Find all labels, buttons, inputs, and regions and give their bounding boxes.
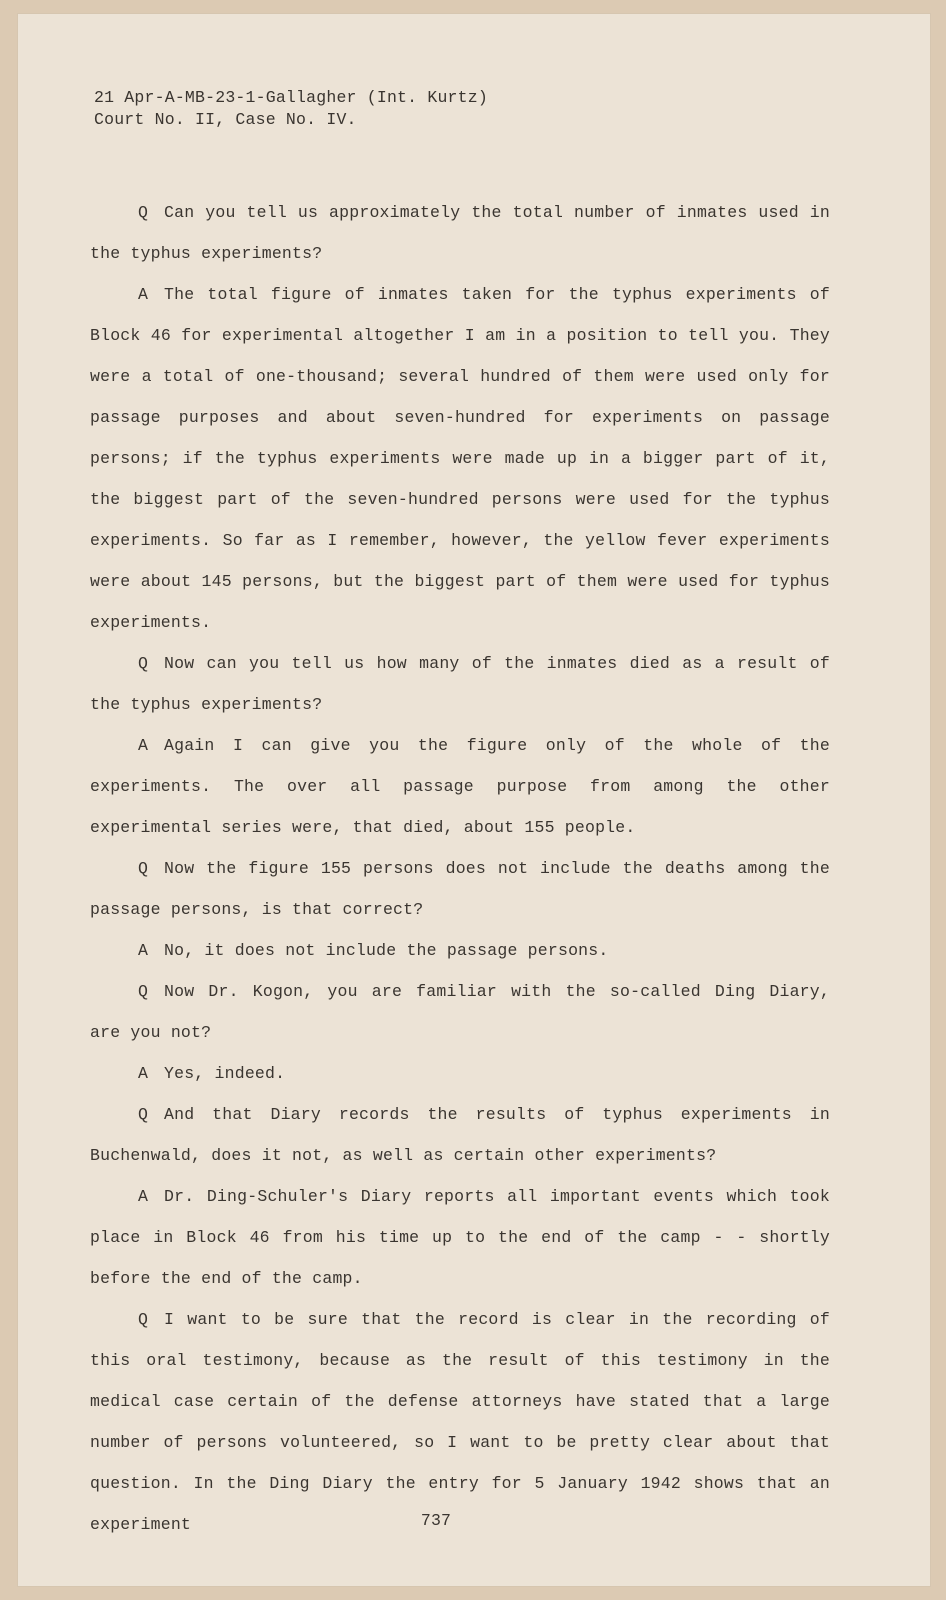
testimony-paragraph bbox=[90, 725, 830, 848]
testimony-paragraph bbox=[90, 930, 830, 971]
testimony-body bbox=[90, 192, 830, 1545]
testimony-paragraph bbox=[90, 274, 830, 643]
header-court-line: Court No. II, Case No. IV. bbox=[94, 110, 357, 129]
paragraph-text: I want to be sure that the record is clear in the recording of this oral testimony, because as the result of this testimony in the medical case certain of the defense attorneys have stated that a large number of persons volunteered, so I want to be pretty clear about that question. In the Ding Diary the entry for 5 January 1942 shows that an experiment bbox=[90, 1310, 830, 1534]
header-reference-line: 21 Apr-A-MB-23-1-Gallagher (Int. Kurtz) bbox=[94, 88, 488, 107]
page-number: 737 bbox=[420, 1511, 452, 1530]
paragraph-text: Dr. Ding-Schuler's Diary reports all important events which took place in Block 46 from his time up to the end of the camp - - shortly before the end of the camp. bbox=[90, 1187, 830, 1288]
paragraph-text: Now the figure 155 persons does not include the deaths among the passage persons, is that correct? bbox=[90, 859, 830, 919]
paragraph-text: And that Diary records the results of typhus experiments in Buchenwald, does it not, as well as certain other experiments? bbox=[90, 1105, 830, 1165]
paragraph-text: Now can you tell us how many of the inmates died as a result of the typhus experiments? bbox=[90, 654, 830, 714]
paragraph-text: Now Dr. Kogon, you are familiar with the so-called Ding Diary, are you not? bbox=[90, 982, 830, 1042]
speaker-marker: A bbox=[138, 1187, 149, 1206]
paragraph-text: No, it does not include the passage persons. bbox=[164, 941, 609, 960]
testimony-paragraph bbox=[90, 1094, 830, 1176]
speaker-marker: Q bbox=[138, 203, 149, 222]
testimony-paragraph bbox=[90, 643, 830, 725]
document-page bbox=[18, 14, 930, 1586]
paragraph-text: Again I can give you the figure only of the whole of the experiments. The over all passage purpose from among the other experimental series were, that died, about 155 people. bbox=[90, 736, 830, 837]
speaker-marker: Q bbox=[138, 654, 149, 673]
speaker-marker: A bbox=[138, 941, 149, 960]
testimony-paragraph bbox=[90, 971, 830, 1053]
testimony-paragraph bbox=[90, 1299, 830, 1545]
speaker-marker: Q bbox=[138, 1310, 149, 1329]
testimony-paragraph bbox=[90, 192, 830, 274]
testimony-paragraph bbox=[90, 1053, 830, 1094]
speaker-marker: A bbox=[138, 736, 149, 755]
speaker-marker: Q bbox=[138, 1105, 149, 1124]
speaker-marker: Q bbox=[138, 982, 149, 1001]
document-header bbox=[94, 87, 488, 131]
speaker-marker: A bbox=[138, 1064, 149, 1083]
testimony-paragraph bbox=[90, 848, 830, 930]
speaker-marker: A bbox=[138, 285, 149, 304]
paragraph-text: Yes, indeed. bbox=[164, 1064, 286, 1083]
paragraph-text: The total figure of inmates taken for the typhus experiments of Block 46 for experimental altogether I am in a position to tell you. They were a total of one-thousand; several hundred of them were used only for passage purposes and about seven-hundred for experiments on passage persons; if the typhus experiments were made up in a bigger part of it, the biggest part of the seven-hundred persons were used for the typhus experiments. So far as I remember, however, the yellow fever experiments were about 145 persons, but the biggest part of them were used for typhus experiments. bbox=[90, 285, 830, 632]
speaker-marker: Q bbox=[138, 859, 149, 878]
paragraph-text: Can you tell us approximately the total number of inmates used in the typhus experiments? bbox=[90, 203, 830, 263]
testimony-paragraph bbox=[90, 1176, 830, 1299]
